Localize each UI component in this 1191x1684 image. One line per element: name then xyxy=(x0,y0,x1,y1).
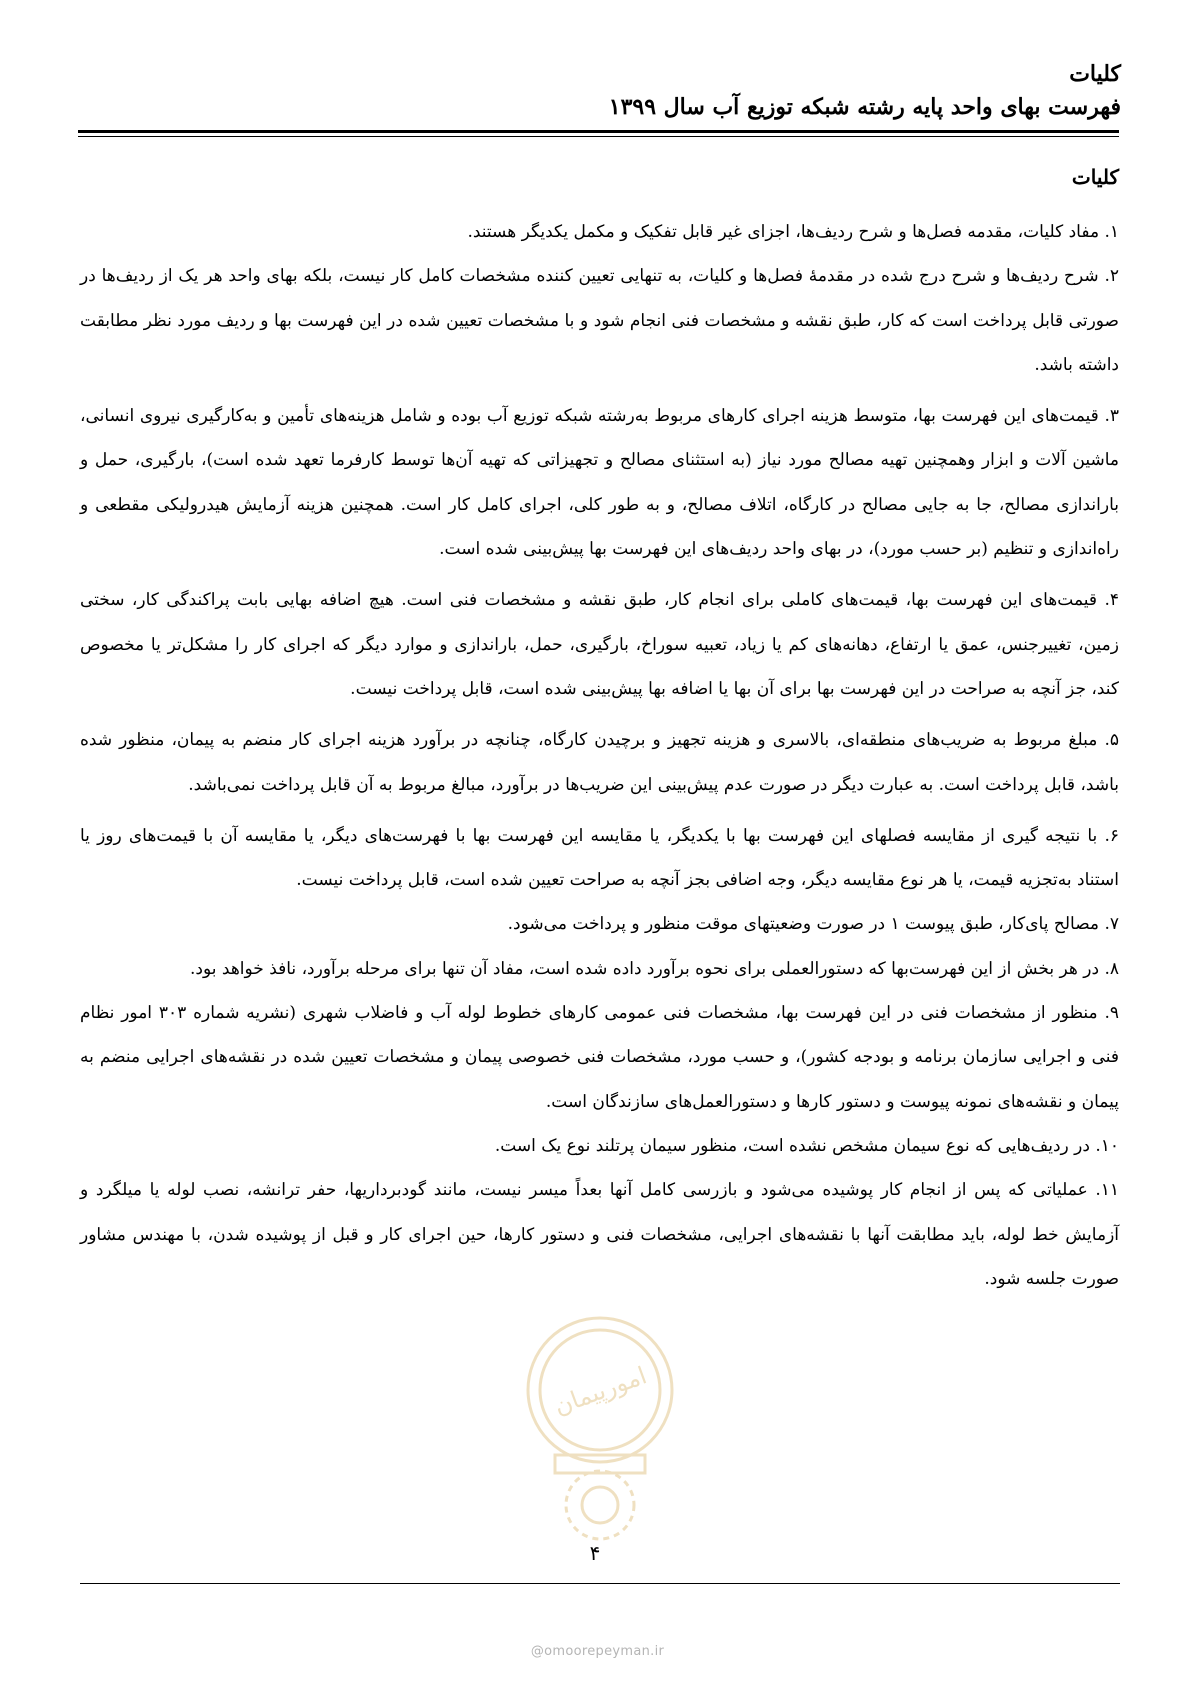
watermark-gear-icon xyxy=(566,1471,634,1539)
header-rule-thin xyxy=(78,136,1119,137)
paragraph-1: ۱. مفاد کلیات، مقدمه فصل‌ها و شرح ردیف‌ها، اجزای غیر قابل تفکیک و مکمل یکدیگر هستند. xyxy=(467,222,1119,242)
header-subtitle: فهرست بهای واحد پایه رشته شبکه توزیع آب سال ۱۳۹۹ xyxy=(608,94,1121,120)
footer-rule xyxy=(80,1583,1120,1584)
paragraph-9: ۹. منظور از مشخصات فنی در این فهرست بها، مشخصات فنی عمومی کارهای خطوط لوله آب و فاضلاب شهری (نشریه شماره ۳۰۳ امور نظام فنی و اجرایی سازمان برنامه و بودجه کشور)، و حسب مورد، مشخصات فنی خصوصی پیمان و مشخصات تعیین شده در نقشه‌های اجرایی منضم به پیمان و نقشه‌های نمونه پیوست و دستور کارها و دستورالعمل‌های سازندگان است. xyxy=(80,1003,1119,1112)
watermark-logo-text: امورپیمان xyxy=(550,1361,651,1421)
paragraph-2: ۲. شرح ردیف‌ها و شرح درج شده در مقدمهٔ فصل‌ها و کلیات، به تنهایی تعیین کننده مشخصات کامل کار نیست، بلکه بهای واحد هر یک از ردیف‌ها در صورتی قابل پرداخت است که کار، طبق نقشه و مشخصات فنی انجام شود و با مشخصات تعیین شده در این فهرست بها و ردیف مورد نظر مطابقت داشته باشد. xyxy=(80,266,1119,375)
paragraph-11: ۱۱. عملیاتی که پس از انجام کار پوشیده می‌شود و بازرسی کامل آنها بعداً میسر نیست، مانند گودبرداریها، حفر ترانشه، نصب لوله یا میلگرد و آزمایش خط لوله، باید مطابقت آنها با نقشه‌های اجرایی، مشخصات فنی و دستور کارها، حین اجرای کار و قبل از پوشیده شدن، با مهندس مشاور صورت جلسه شود. xyxy=(80,1180,1119,1289)
header-title: کلیات xyxy=(1069,61,1121,87)
watermark-gear-hub-icon xyxy=(582,1487,618,1523)
paragraph-4: ۴. قیمت‌های این فهرست بها، قیمت‌های کاملی برای انجام کار، طبق نقشه و مشخصات فنی است. هیچ اضافه بهایی بابت پراکندگی کار، سختی زمین، تغییرجنس، عمق یا ارتفاع، دهانه‌های کم یا زیاد، تعبیه سوراخ، بارگیری، حمل، باراندازی و موارد دیگر که اجرای کار را مشکل‌تر یا مخصوص کند، جز آنچه به صراحت در این فهرست بها برای آن بها یا اضافه بها پیش‌بینی شده است، قابل پرداخت نیست. xyxy=(80,590,1119,699)
watermark-logo xyxy=(515,1305,685,1555)
header-rule-thick xyxy=(78,130,1119,133)
footer-url: @omoorepeyman.ir xyxy=(530,1644,665,1659)
paragraph-7: ۷. مصالح پای‌کار، طبق پیوست ۱ در صورت وضعیتهای موقت منظور و پرداخت می‌شود. xyxy=(507,914,1119,935)
paragraph-10: ۱۰. در ردیف‌هایی که نوع سیمان مشخص نشده است، منظور سیمان پرتلند نوع یک است. xyxy=(494,1135,1119,1156)
paragraph-8: ۸. در هر بخش از این فهرست‌بها که دستورالعملی برای نحوه برآورد داده شده است، مفاد آن تنها برای مرحله برآورد، نافذ خواهد بود. xyxy=(190,958,1119,979)
section-title: کلیات xyxy=(1071,165,1119,189)
paragraph-6: ۶. با نتیجه گیری از مقایسه فصلهای این فهرست بها با یکدیگر، یا مقایسه این فهرست بها با فهرست‌های دیگر، یا مقایسه آن با قیمت‌های روز یا استناد به‌تجزیه قیمت، یا هر نوع مقایسه دیگر، وجه اضافی بجز آنچه به صراحت تعیین شده است، قابل پرداخت نیست. xyxy=(80,825,1119,891)
page-number: ۴ xyxy=(589,1541,601,1565)
main-content xyxy=(80,160,1119,1301)
page-header xyxy=(81,58,1121,124)
paragraph-5: ۵. مبلغ مربوط به ضریب‌های منطقه‌ای، بالاسری و هزینه تجهیز و برچیدن کارگاه، چنانچه در برآورد هزینه اجرای کار منضم به پیمان، منظور شده باشد، قابل پرداخت است. به عبارت دیگر در صورت عدم پیش‌بینی این ضریب‌ها در برآورد، مبالغ مربوط به آن قابل پرداخت نمی‌باشد. xyxy=(80,730,1119,795)
paragraph-3: ۳. قیمت‌های این فهرست بها، متوسط هزینه اجرای کارهای مربوط به‌رشته شبکه توزیع آب بوده و شامل هزینه‌های تأمین و به‌کارگیری نیروی انسانی، ماشین آلات و ابزار وهمچنین تهیه مصالح مورد نیاز (به استثنای مصالح و تجهیزاتی که تهیه آن‌ها توسط کارفرما تعهد شده است)، بارگیری، حمل و باراندازی مصالح، جا به جایی مصالح در کارگاه، اتلاف مصالح، و به طور کلی، اجرای کامل کار است. همچنین هزینه آزمایش هیدرولیکی مقطعی و راه‌اندازی و تنظیم (بر حسب مورد)، در بهای واحد ردیف‌های این فهرست بها پیش‌بینی شده است. xyxy=(80,406,1119,560)
